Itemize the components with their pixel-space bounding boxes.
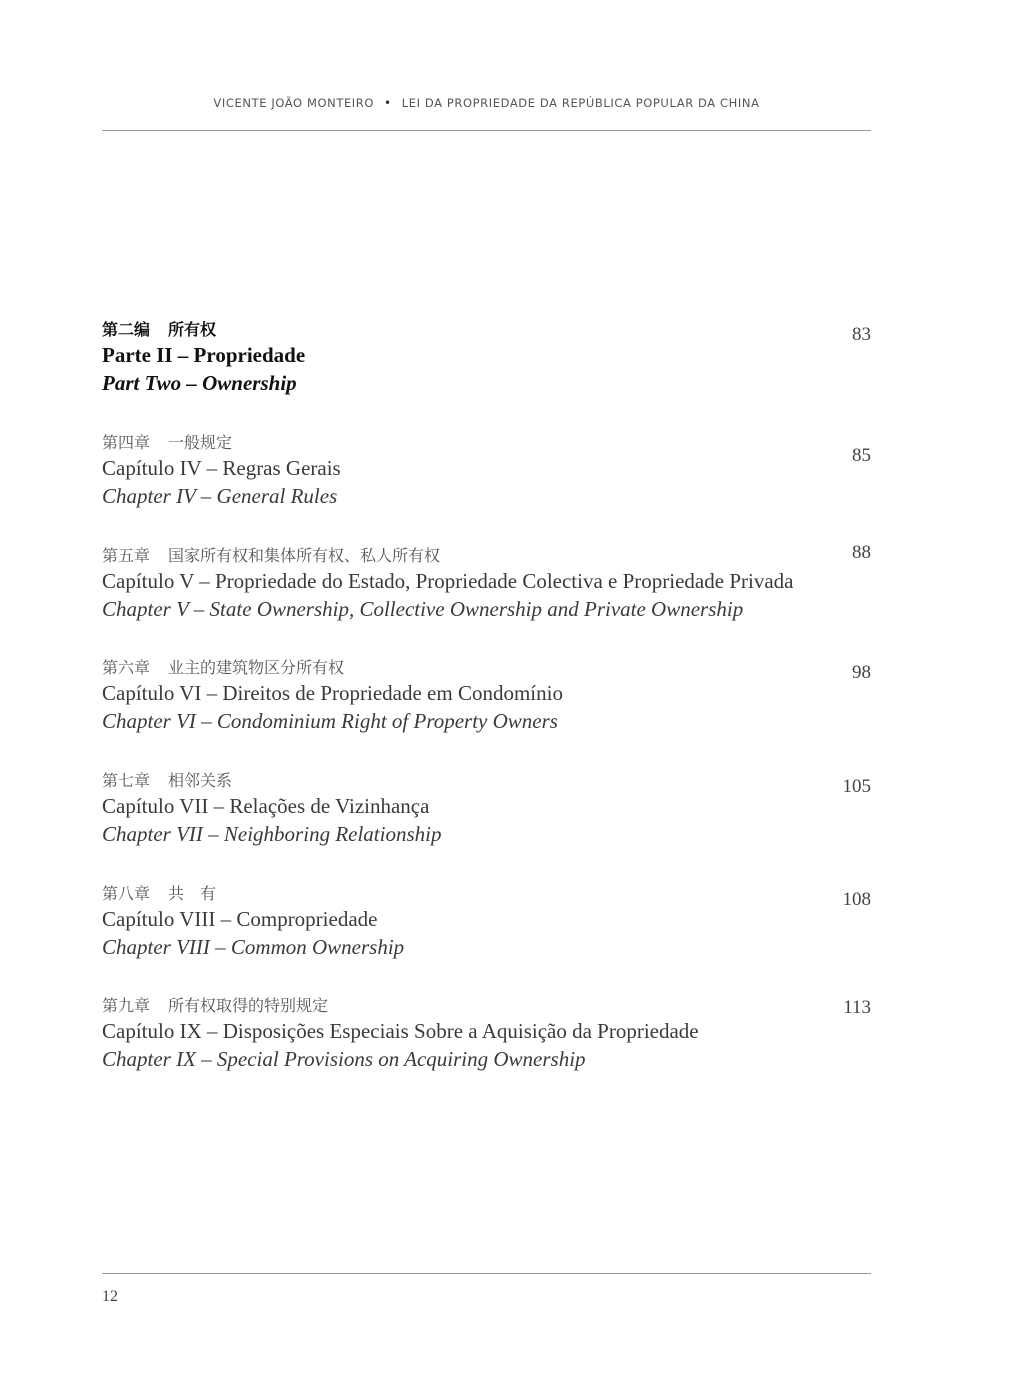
- toc-entry-en-title: Chapter VII – Neighboring Relationship: [102, 822, 442, 846]
- toc-entry-zh: 第四章 一般规定: [102, 433, 233, 452]
- toc-entry-page-number: 108: [842, 889, 871, 910]
- header-author: VICENTE JOÃO MONTEIRO: [213, 96, 375, 110]
- footer-rule: [102, 1273, 871, 1274]
- toc-entry-chapter-vi: [102, 657, 871, 735]
- toc-entry-chapter-vii: [102, 770, 871, 848]
- toc-entry-page-number: 83: [852, 324, 871, 345]
- toc-entry-pt-title: Capítulo V – Propriedade do Estado, Propriedade Colectiva e Propriedade Privada: [102, 569, 794, 593]
- toc-entry-chapter-viii: [102, 883, 871, 961]
- toc-entry-en-title: Chapter IV – General Rules: [102, 484, 338, 508]
- toc-entry-en-title: Chapter VIII – Common Ownership: [102, 935, 405, 959]
- toc-entry-page-number: 85: [852, 445, 871, 466]
- toc-entry-pt-title: Capítulo VI – Direitos de Propriedade em Condomínio: [102, 681, 563, 705]
- toc-entry-pt-title: Parte II – Propriedade: [102, 343, 306, 367]
- header-separator: •: [384, 96, 392, 110]
- toc-entry-en-title: Part Two – Ownership: [102, 371, 297, 395]
- table-of-contents: [102, 0, 871, 1398]
- toc-entry-part-two: [102, 319, 871, 397]
- folio-page-number: 12: [102, 1288, 118, 1305]
- toc-entry-chapter-v: [102, 542, 871, 623]
- toc-entry-page-number: 98: [852, 662, 871, 683]
- header-book-title: LEI DA PROPRIEDADE DA REPÚBLICA POPULAR DA CHINA: [401, 96, 760, 110]
- toc-entry-zh: 第二编 所有权: [102, 320, 217, 339]
- toc-entry-page-number: 105: [842, 776, 871, 797]
- toc-entry-pt-title: Capítulo VII – Relações de Vizinhança: [102, 794, 430, 818]
- toc-entry-zh: 第六章 业主的建筑物区分所有权: [102, 658, 345, 677]
- toc-entry-chapter-ix: [102, 995, 871, 1073]
- toc-entry-zh: 第七章 相邻关系: [102, 771, 233, 790]
- toc-entry-en-title: Chapter IX – Special Provisions on Acquiring Ownership: [102, 1047, 586, 1071]
- toc-entry-zh: 第五章 国家所有权和集体所有权、私人所有权: [102, 546, 441, 565]
- toc-entry-en-title: Chapter VI – Condominium Right of Property Owners: [102, 709, 558, 733]
- toc-entry-pt-title: Capítulo IV – Regras Gerais: [102, 456, 341, 480]
- toc-entry-pt-title: Capítulo VIII – Compropriedade: [102, 907, 378, 931]
- toc-entry-zh: 第八章 共 有: [102, 884, 217, 903]
- toc-entry-en-title: Chapter V – State Ownership, Collective Ownership and Private Ownership: [102, 597, 744, 621]
- toc-entry-chapter-iv: [102, 432, 871, 510]
- toc-entry-pt-title: Capítulo IX – Disposições Especiais Sobre a Aquisição da Propriedade: [102, 1019, 699, 1043]
- toc-entry-page-number: 88: [852, 542, 871, 563]
- toc-entry-zh: 第九章 所有权取得的特别规定: [102, 996, 329, 1015]
- toc-entry-page-number: 113: [843, 997, 871, 1018]
